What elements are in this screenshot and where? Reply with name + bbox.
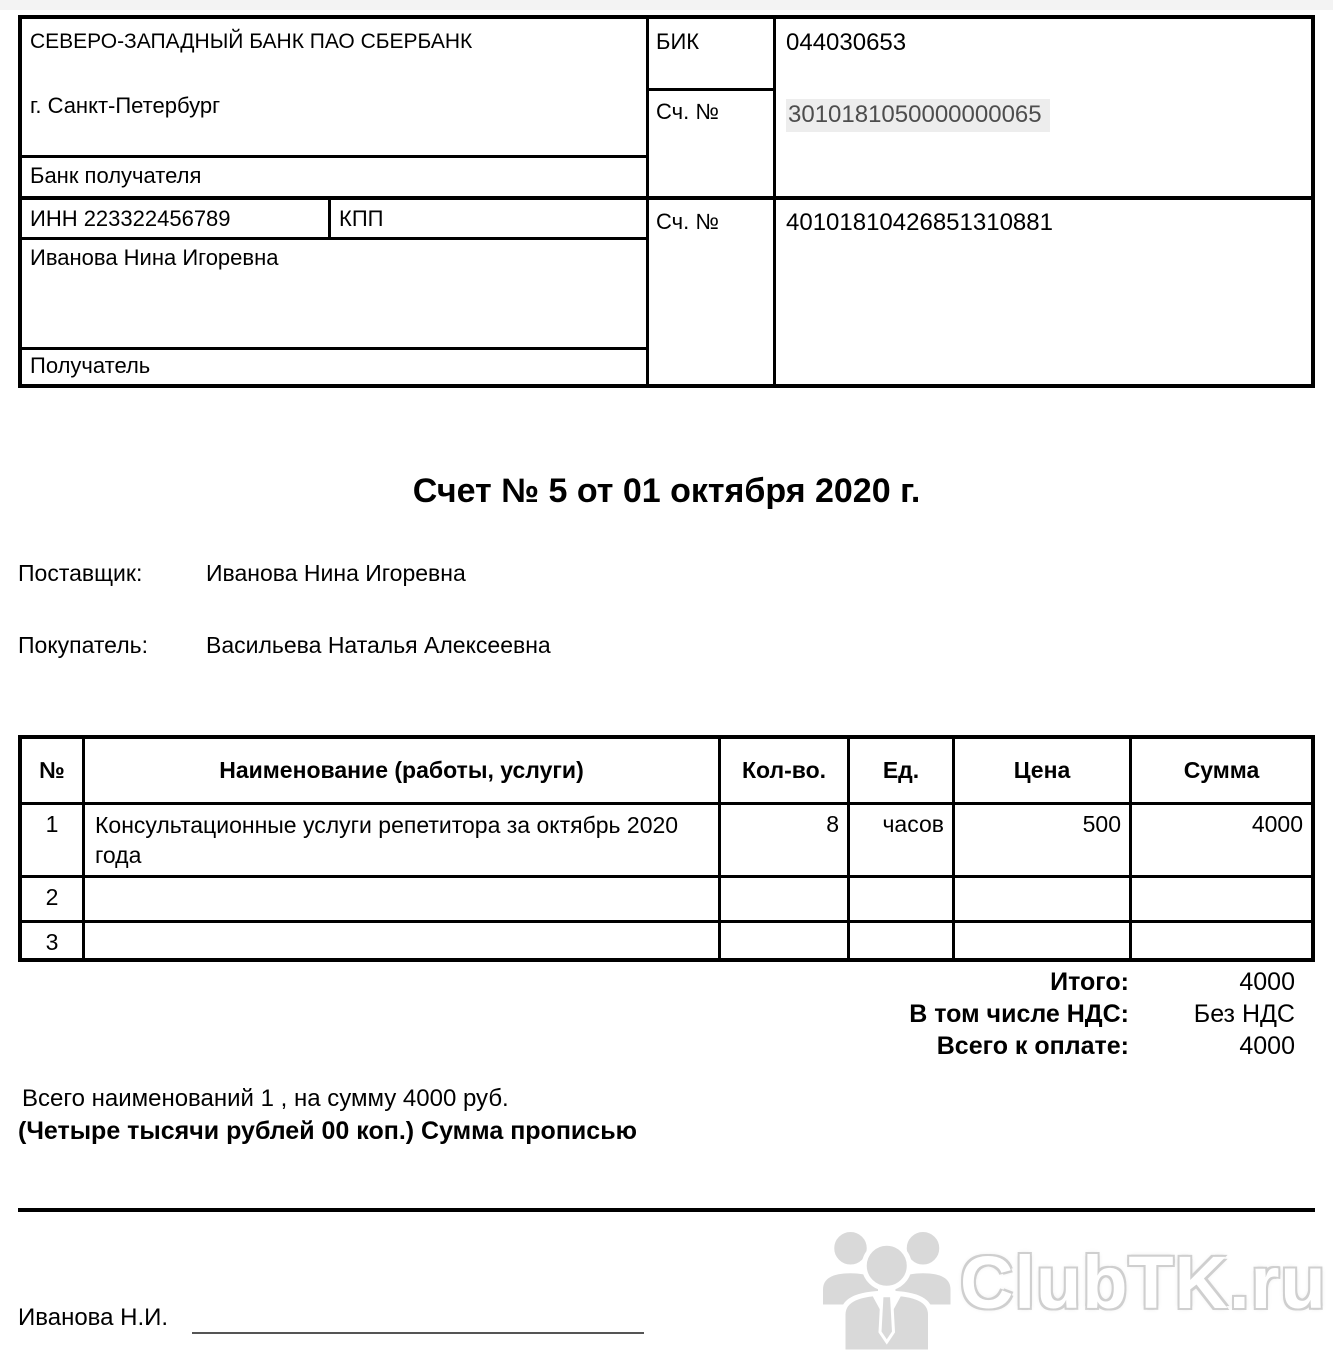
signature-name: Иванова Н.И.	[18, 1304, 169, 1331]
col-header-sum: Сумма	[1129, 739, 1311, 802]
corr-account-value: 3010181050000000065	[786, 99, 1050, 132]
total-label: Итого:	[1050, 968, 1129, 996]
bik-value: 044030653	[786, 29, 907, 56]
supplier-value: Иванова Нина Игоревна	[206, 560, 466, 586]
recipient-label: Получатель	[30, 353, 151, 378]
divider-under-bik	[646, 88, 776, 91]
amount-due-value: 4000	[1239, 1032, 1295, 1060]
divider-bank-label	[22, 155, 649, 158]
invoice-title: Счет № 5 от 01 октября 2020 г.	[412, 472, 921, 510]
bank-name: СЕВЕРО-ЗАПАДНЫЙ БАНК ПАО СБЕРБАНК	[30, 30, 473, 53]
bank-city: г. Санкт-Петербург	[30, 93, 221, 118]
divider-inn-kpp	[328, 200, 331, 237]
row-num: 1	[22, 802, 82, 875]
divider-above-recipient	[22, 347, 646, 350]
divider-vertical-2	[773, 19, 776, 384]
col-header-price: Цена	[952, 739, 1129, 802]
row-unit: часов	[847, 802, 952, 875]
amount-due-label: Всего к оплате:	[936, 1032, 1129, 1060]
people-icon	[810, 1222, 966, 1352]
bank-details-table	[18, 15, 1315, 388]
recipient-name: Иванова Нина Игоревна	[30, 245, 279, 270]
kpp-label: КПП	[339, 206, 384, 231]
row-qty	[718, 920, 847, 958]
items-table	[18, 735, 1315, 962]
vat-value: Без НДС	[1193, 1000, 1295, 1028]
row-unit	[847, 920, 952, 958]
col-header-unit: Ед.	[847, 739, 952, 802]
row-unit	[847, 875, 952, 920]
inn-label: ИНН 223322456789	[30, 206, 231, 231]
col-header-name: Наименование (работы, услуги)	[82, 739, 718, 802]
supplier-label: Поставщик:	[18, 560, 143, 586]
scan-top-strip	[0, 0, 1333, 10]
corr-account-label: Сч. №	[656, 99, 719, 124]
signature-line	[192, 1310, 644, 1334]
footer-divider	[18, 1208, 1315, 1212]
divider-under-inn	[22, 237, 646, 240]
row-sum	[1129, 920, 1311, 958]
bik-label: БИК	[656, 29, 700, 54]
total-value: 4000	[1239, 968, 1295, 996]
row-name: Консультационные услуги репетитора за октябрь 2020 года	[82, 802, 718, 875]
account-label: Сч. №	[656, 209, 719, 234]
account-value: 40101810426851310881	[786, 209, 1053, 236]
divider-middle-thick	[22, 196, 1311, 200]
row-price	[952, 875, 1129, 920]
items-count-line: Всего наименований 1 , на сумму 4000 руб.	[22, 1085, 509, 1112]
col-header-num: №	[39, 757, 65, 783]
amount-in-words-line: (Четыре тысячи рублей 00 коп.) Сумма прописью	[18, 1117, 637, 1145]
vat-label: В том числе НДС:	[909, 1000, 1129, 1028]
row-name	[82, 920, 718, 958]
watermark-text: ClubTK.ru	[960, 1241, 1327, 1324]
row-num: 3	[22, 920, 82, 958]
row-qty	[718, 875, 847, 920]
row-price	[952, 920, 1129, 958]
row-num: 2	[22, 875, 82, 920]
row-sum	[1129, 875, 1311, 920]
row-price: 500	[952, 802, 1129, 875]
row-sum: 4000	[1129, 802, 1311, 875]
buyer-value: Васильева Наталья Алексеевна	[206, 632, 551, 658]
row-name	[82, 875, 718, 920]
col-header-qty: Кол-во.	[718, 739, 847, 802]
divider-vertical-1	[646, 19, 649, 384]
bank-recipient-label: Банк получателя	[30, 163, 202, 188]
row-qty: 8	[718, 802, 847, 875]
buyer-label: Покупатель:	[18, 632, 148, 658]
